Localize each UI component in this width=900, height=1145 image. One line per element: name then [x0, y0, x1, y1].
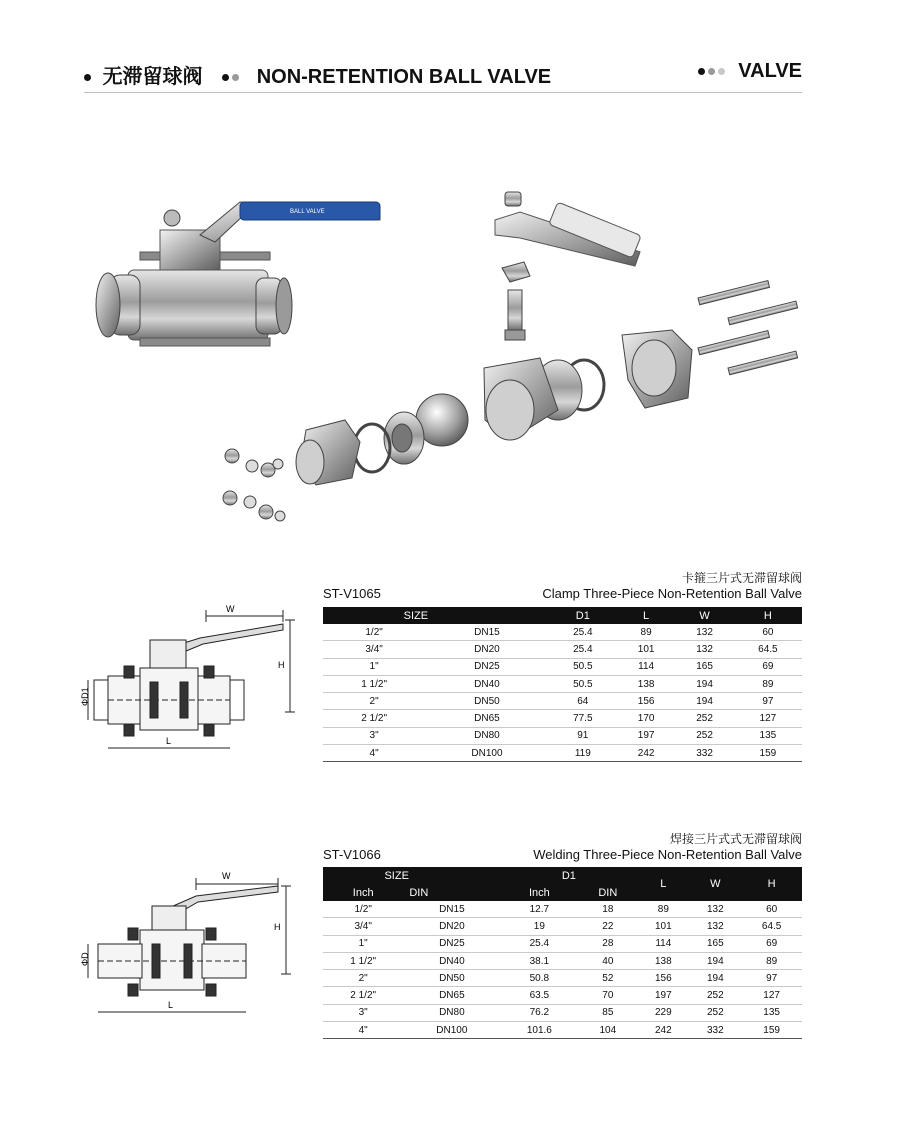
table-row [323, 658, 802, 675]
svg-text:H: H [278, 660, 285, 670]
table-cell: 19 [500, 918, 578, 935]
table-row [323, 710, 802, 727]
table-cell: 22 [578, 918, 637, 935]
svg-text:W: W [226, 604, 235, 614]
table-cell: 159 [741, 1022, 802, 1039]
table-cell: 63.5 [500, 987, 578, 1004]
table-cell: 52 [578, 970, 637, 987]
table-cell: 101.6 [500, 1022, 578, 1039]
category-dots-icon [698, 60, 731, 82]
title-chinese: 无滞留球阀 [102, 66, 203, 88]
table-cell: 76.2 [500, 1004, 578, 1021]
table-cell: 1" [323, 935, 403, 952]
table-cell: 64.5 [741, 918, 802, 935]
table-cell: 132 [689, 901, 741, 918]
table-row [323, 987, 802, 1004]
table-row [323, 970, 802, 987]
table-row [323, 901, 802, 918]
table-row [323, 727, 802, 744]
table-cell: DN25 [403, 935, 500, 952]
table-cell: DN40 [403, 952, 500, 969]
table-cell: 25.4 [500, 935, 578, 952]
table-cell: 104 [578, 1022, 637, 1039]
table-row [323, 1004, 802, 1021]
section1-title-cn: 卡箍三片式无滞留球阀 [681, 571, 802, 585]
table-cell: 194 [689, 952, 741, 969]
table-cell: 135 [734, 727, 802, 744]
table-cell: 197 [637, 987, 689, 1004]
table-cell: 38.1 [500, 952, 578, 969]
svg-text:L: L [168, 1000, 174, 1010]
table-cell: 3" [323, 1004, 403, 1021]
product-illustration [80, 180, 800, 540]
table-cell: 165 [689, 935, 741, 952]
table-cell: 89 [741, 952, 802, 969]
table-cell: DN65 [425, 710, 549, 727]
table-cell: 165 [675, 658, 733, 675]
table-cell: 1/2" [323, 624, 425, 641]
table-cell: 127 [734, 710, 802, 727]
table-cell: DN65 [403, 987, 500, 1004]
section1-technical-drawing [78, 600, 303, 760]
table-cell: 2 1/2" [323, 710, 425, 727]
table-cell: 97 [734, 693, 802, 710]
table-row [323, 935, 802, 952]
table-cell: 91 [549, 727, 617, 744]
table-cell: 119 [549, 745, 617, 762]
table-cell: 252 [675, 727, 733, 744]
table-cell: 1 1/2" [323, 675, 425, 692]
section2-technical-drawing [78, 866, 303, 1026]
table-row [323, 1022, 802, 1039]
table-cell: 18 [578, 901, 637, 918]
table-cell: 2" [323, 970, 403, 987]
table-cell: 101 [637, 918, 689, 935]
table-cell: 70 [578, 987, 637, 1004]
table-cell: 2 1/2" [323, 987, 403, 1004]
table-cell: 170 [617, 710, 675, 727]
svg-text:ΦD1: ΦD1 [80, 687, 90, 706]
table-cell: 4" [323, 745, 425, 762]
table-cell: 132 [675, 641, 733, 658]
section1-spec-table [323, 607, 802, 762]
svg-text:ΦD: ΦD [80, 952, 90, 966]
header-divider [84, 92, 802, 93]
table-cell: 1 1/2" [323, 952, 403, 969]
table-cell: 97 [741, 970, 802, 987]
title-english: NON-RETENTION BALL VALVE [256, 66, 552, 88]
table-row [323, 641, 802, 658]
table-cell: 138 [617, 675, 675, 692]
table-cell: 127 [741, 987, 802, 1004]
bullet-dot-icon [84, 74, 91, 81]
page-header [84, 58, 802, 92]
table-cell: 132 [689, 918, 741, 935]
table-cell: 194 [675, 675, 733, 692]
table-cell: 114 [617, 658, 675, 675]
table-cell: 194 [675, 693, 733, 710]
section2-header-row-1: SIZE D1 L W H [323, 867, 802, 884]
table-cell: 69 [741, 935, 802, 952]
table-cell: 12.7 [500, 901, 578, 918]
svg-text:H: H [274, 922, 281, 932]
table-cell: 3" [323, 727, 425, 744]
table-cell: 85 [578, 1004, 637, 1021]
category-label: VALVE [738, 60, 802, 82]
table-cell: 156 [637, 970, 689, 987]
table-row [323, 918, 802, 935]
exploded-body-parts [296, 330, 692, 485]
table-cell: 332 [675, 745, 733, 762]
table-cell: 40 [578, 952, 637, 969]
exploded-bolts [698, 281, 798, 375]
section2-title-cn: 焊接三片式式无滞留球阀 [669, 832, 802, 846]
exploded-nuts-washers [223, 449, 285, 521]
table-cell: 135 [741, 1004, 802, 1021]
table-row [323, 624, 802, 641]
table-cell: 114 [637, 935, 689, 952]
table-cell: 50.8 [500, 970, 578, 987]
table-cell: 25.4 [549, 641, 617, 658]
svg-text:W: W [222, 871, 231, 881]
table-cell: 1/2" [323, 901, 403, 918]
table-cell: 197 [617, 727, 675, 744]
section2-code: ST-V1066 [323, 847, 381, 862]
table-cell: DN25 [425, 658, 549, 675]
table-row [323, 745, 802, 762]
table-cell: 156 [617, 693, 675, 710]
table-cell: 138 [637, 952, 689, 969]
table-cell: 229 [637, 1004, 689, 1021]
header-category [698, 60, 802, 83]
section2-title-en: Welding Three-Piece Non-Retention Ball Valve [533, 847, 802, 862]
table-cell: 64.5 [734, 641, 802, 658]
table-cell: 77.5 [549, 710, 617, 727]
table-cell: DN80 [403, 1004, 500, 1021]
table-cell: 242 [617, 745, 675, 762]
table-cell: 252 [689, 1004, 741, 1021]
table-cell: 3/4" [323, 641, 425, 658]
section1-header-row: SIZE D1 L W H [323, 607, 802, 624]
table-cell: 132 [675, 624, 733, 641]
header-title [84, 60, 551, 89]
table-cell: 332 [689, 1022, 741, 1039]
table-cell: 2" [323, 693, 425, 710]
table-cell: 25.4 [549, 624, 617, 641]
table-cell: 3/4" [323, 918, 403, 935]
assembled-valve-photo [96, 202, 380, 346]
bullet-dots-icon [222, 66, 245, 88]
table-cell: 89 [617, 624, 675, 641]
table-cell: DN40 [425, 675, 549, 692]
table-cell: DN50 [425, 693, 549, 710]
section2-header-row-2: Inch DIN Inch DIN [323, 884, 802, 901]
table-cell: 69 [734, 658, 802, 675]
table-cell: 28 [578, 935, 637, 952]
table-cell: DN80 [425, 727, 549, 744]
table-cell: 89 [637, 901, 689, 918]
table-cell: 194 [689, 970, 741, 987]
exploded-handle-parts [495, 192, 641, 340]
table-row [323, 693, 802, 710]
table-cell: 89 [734, 675, 802, 692]
table-cell: 252 [675, 710, 733, 727]
table-cell: 242 [637, 1022, 689, 1039]
table-cell: 50.5 [549, 675, 617, 692]
table-cell: DN20 [425, 641, 549, 658]
table-row [323, 952, 802, 969]
table-cell: 101 [617, 641, 675, 658]
table-cell: 1" [323, 658, 425, 675]
table-cell: DN15 [425, 624, 549, 641]
table-cell: 64 [549, 693, 617, 710]
table-cell: 50.5 [549, 658, 617, 675]
section2-spec-table [323, 867, 802, 1039]
section1-title-en: Clamp Three-Piece Non-Retention Ball Valve [542, 586, 802, 601]
table-cell: 60 [741, 901, 802, 918]
table-cell: DN100 [403, 1022, 500, 1039]
table-row [323, 675, 802, 692]
svg-text:L: L [166, 736, 172, 746]
table-cell: 159 [734, 745, 802, 762]
table-cell: DN50 [403, 970, 500, 987]
svg-text:BALL VALVE: BALL VALVE [290, 209, 325, 215]
table-cell: DN15 [403, 901, 500, 918]
table-cell: DN20 [403, 918, 500, 935]
table-cell: 4" [323, 1022, 403, 1039]
table-cell: 60 [734, 624, 802, 641]
table-cell: 252 [689, 987, 741, 1004]
table-cell: DN100 [425, 745, 549, 762]
section1-code: ST-V1065 [323, 586, 381, 601]
